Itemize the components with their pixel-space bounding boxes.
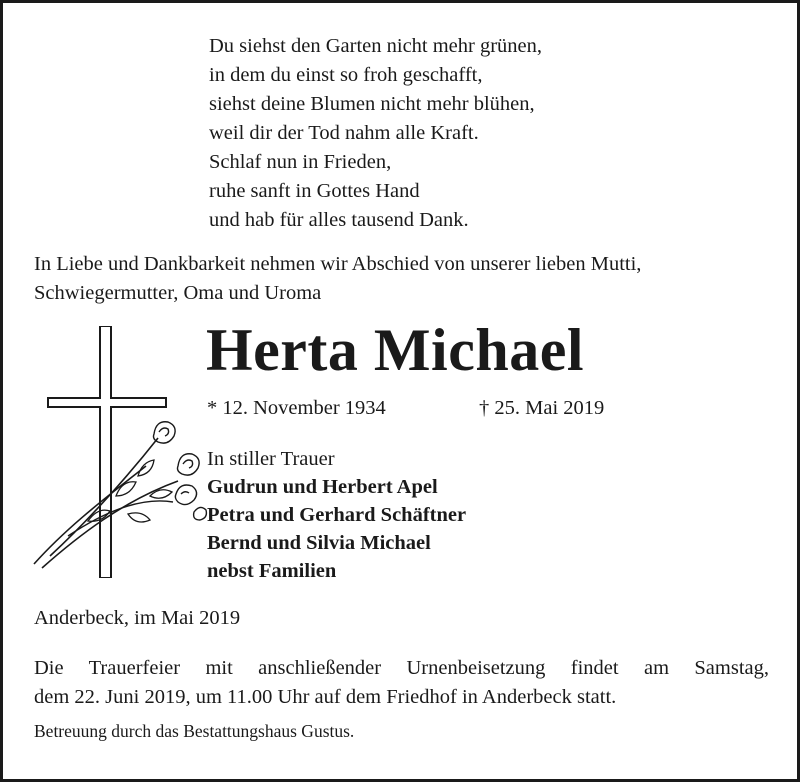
intro-text: In Liebe und Dankbarkeit nehmen wir Abschied von unserer lieben Mutti, Schwiegermutter, Oma und Uroma — [34, 253, 642, 304]
death-date: † 25. Mai 2019 — [479, 397, 605, 419]
cross-with-roses-icon — [28, 326, 208, 578]
mourning-phrase: In stiller Trauer — [207, 448, 335, 470]
mourner-name: nebst Familien — [207, 560, 337, 582]
mourners-block — [207, 445, 466, 585]
poem — [209, 32, 542, 235]
birth-date: * 12. November 1934 — [207, 397, 386, 419]
poem-line: und hab für alles tausend Dank. — [209, 209, 469, 231]
deceased-name: Herta Michael — [206, 317, 585, 383]
funeral-home-note: Betreuung durch das Bestattungshaus Gustus. — [34, 721, 355, 741]
funeral-notice — [34, 654, 769, 712]
mourner-name: Bernd und Silvia Michael — [207, 532, 431, 554]
poem-line: Schlaf nun in Frieden, — [209, 151, 392, 173]
poem-line: ruhe sanft in Gottes Hand — [209, 180, 420, 202]
poem-line: siehst deine Blumen nicht mehr blühen, — [209, 93, 535, 115]
funeral-line: Die Trauerfeier mit anschließender Urnenbeisetzung findet am Samstag, — [34, 657, 769, 679]
poem-line: weil dir der Tod nahm alle Kraft. — [209, 122, 479, 144]
mourner-name: Gudrun und Herbert Apel — [207, 476, 438, 498]
place-date: Anderbeck, im Mai 2019 — [34, 607, 241, 629]
mourner-name: Petra und Gerhard Schäftner — [207, 504, 467, 526]
poem-line: Du siehst den Garten nicht mehr grünen, — [209, 35, 543, 57]
poem-line: in dem du einst so froh geschafft, — [209, 64, 483, 86]
funeral-line: dem 22. Juni 2019, um 11.00 Uhr auf dem Friedhof in Anderbeck statt. — [34, 686, 617, 708]
